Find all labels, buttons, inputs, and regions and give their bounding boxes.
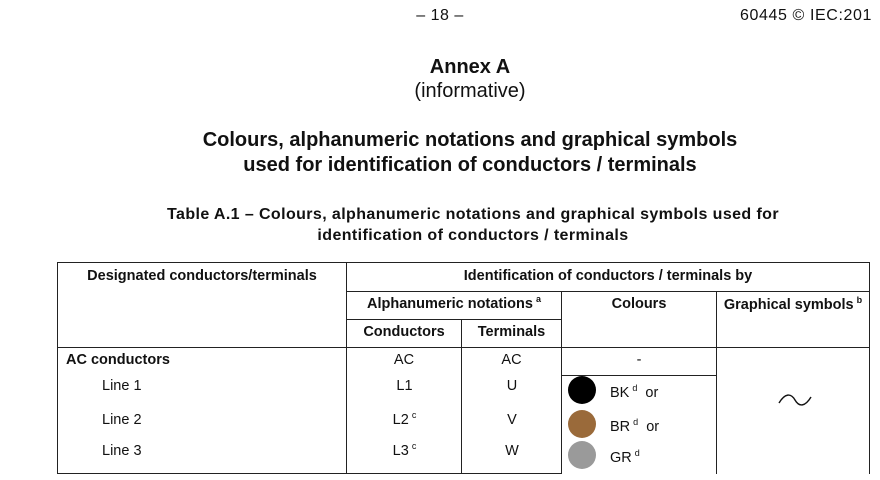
brown-swatch-icon <box>568 410 596 438</box>
header-alphanumeric <box>347 292 562 320</box>
table-caption-line2: identification of conductors / terminals <box>317 227 629 244</box>
note-b: b <box>856 295 863 306</box>
annex-heading <box>0 128 880 178</box>
colour-black-label: BK $^d$ or <box>610 383 659 401</box>
header-graphical <box>717 292 870 348</box>
annex-title: Annex A <box>429 56 511 78</box>
page-number: – 18 – <box>416 7 464 24</box>
row-line3-name: Line 3 <box>102 442 142 459</box>
header-designated: Designated conductors/terminals <box>58 263 347 348</box>
header-colours: Colours <box>562 292 717 348</box>
colour-brown-label: BR $^d$ or <box>610 417 660 435</box>
note-a: a <box>535 294 541 305</box>
colour-grey <box>568 440 640 470</box>
row-line1-conductor: L1 <box>396 377 413 394</box>
colour-brown <box>568 409 659 439</box>
annex-subtitle: (informative) <box>414 80 526 102</box>
row-ac-terminal: AC <box>462 348 562 376</box>
row-line3-terminal: W <box>505 442 519 459</box>
row-line2-name: Line 2 <box>102 411 142 428</box>
header-terminals: Terminals <box>462 320 562 348</box>
document-id: 60445 © IEC:201 <box>740 7 872 24</box>
header-identification: Identification of conductors / terminals by <box>347 263 870 292</box>
rows-lines-colours <box>562 376 717 474</box>
row-line2-terminal: V <box>507 411 517 428</box>
header-conductors: Conductors <box>347 320 462 348</box>
grey-swatch-icon <box>568 441 596 469</box>
row-line1-terminal: U <box>506 377 518 394</box>
black-swatch-icon <box>568 376 596 404</box>
table-caption <box>0 204 880 246</box>
header-alphanumeric-label: Alphanumeric notations <box>367 296 533 312</box>
row-line1-name: Line 1 <box>102 377 142 394</box>
rows-lines-conductors <box>347 376 462 474</box>
row-line2-conductor-text: L2 <box>392 411 409 428</box>
table-caption-line1: Table A.1 – Colours, alphanumeric notations and graphical symbols used for <box>167 206 779 223</box>
row-line2-conductor <box>347 409 462 428</box>
row-ac-name: AC conductors <box>58 348 347 376</box>
tilde-icon <box>775 390 815 410</box>
row-ac-colour: - <box>562 348 717 376</box>
note-c: c <box>411 440 417 451</box>
row-line3-conductor-text: L3 <box>392 442 409 459</box>
identification-table <box>57 262 870 474</box>
rows-lines-names <box>58 376 347 474</box>
row-line3-conductor <box>347 440 462 459</box>
row-ac-conductor: AC <box>347 348 462 376</box>
colour-grey-label: GR $^d$ <box>610 448 640 466</box>
rows-lines-terminals <box>462 376 562 474</box>
annex-heading-line2: used for identification of conductors / terminals <box>243 154 697 176</box>
annex-heading-line1: Colours, alphanumeric notations and graphical symbols <box>202 129 738 151</box>
header-graphical-label: Graphical symbols $^b$ <box>723 295 863 313</box>
note-c: c <box>411 409 417 420</box>
colour-black <box>568 375 658 405</box>
ac-symbol-cell <box>717 348 870 474</box>
